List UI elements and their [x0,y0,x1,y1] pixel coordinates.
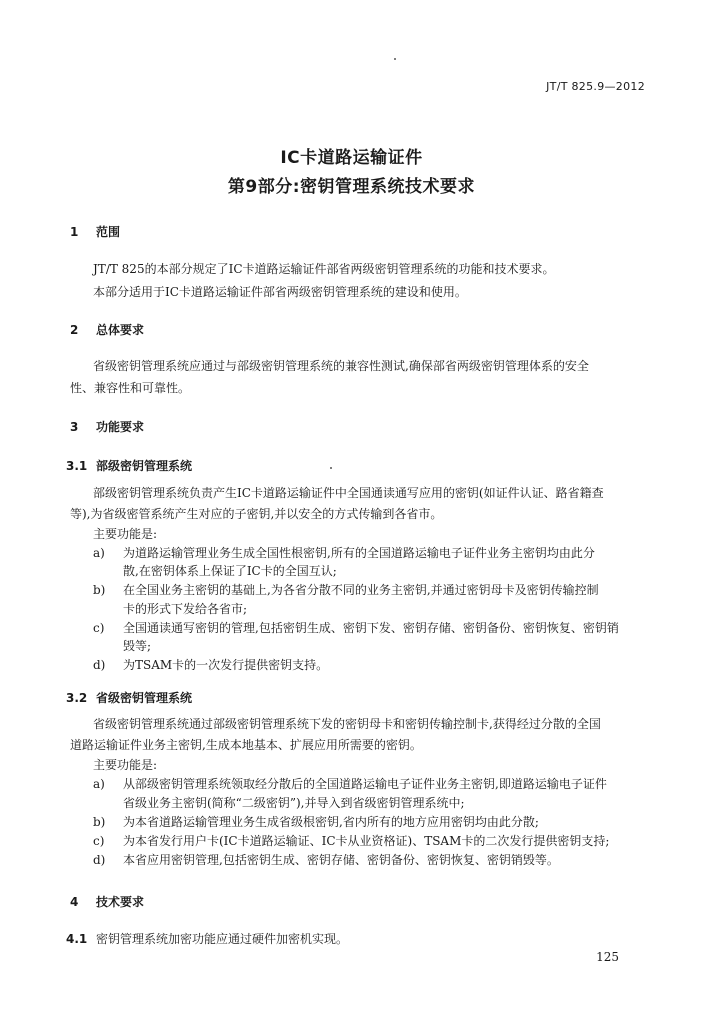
section-title: 功能要求 [96,420,145,434]
list-item-text: 全国通读通写密钥的管理,包括密钥生成、密钥下发、密钥存储、密钥备份、密钥恢复、密钥销 [123,621,619,635]
subsection-3-1-heading [66,457,192,474]
list-item-label: a) [93,546,105,560]
section-1-heading [70,223,120,240]
document-title: IC卡道路运输证件 [280,148,423,168]
list-item [93,545,595,561]
list-item-text: 为本省发行用户卡(IC卡道路运输证、IC卡从业资格证)、TSAM卡的二次发行提供密钥支持; [123,834,610,848]
subsection-title: 部级密钥管理系统 [96,459,193,473]
paragraph-line: 道路运输证件业务主密钥,生成本地基本、扩展应用所需要的密钥。 [70,738,422,752]
paragraph-line: 省级密钥管理系统通过部级密钥管理系统下发的密钥母卡和密钥传输控制卡,获得经过分散的全国 [93,717,601,731]
section-number: 4 [70,895,79,909]
subsection-number: 3.2 [66,691,88,705]
scan-speck [330,467,332,469]
section-number: 3 [70,420,79,434]
subsection-number: 3.1 [66,459,88,473]
list-item-label: c) [93,834,105,848]
list-item-continuation: 散,在密钥体系上保证了IC卡的全国互认; [123,564,337,578]
paragraph-line: 等),为省级密管系统产生对应的子密钥,并以安全的方式传输到各省市。 [70,507,443,521]
list-lead: 主要功能是: [93,758,158,772]
section-number: 1 [70,225,79,239]
section-number: 2 [70,323,79,337]
clause-text: 密钥管理系统加密功能应通过硬件加密机实现。 [96,932,349,946]
list-item-text: 在全国业务主密钥的基础上,为各省分散不同的业务主密钥,并通过密钥母卡及密钥传输控制 [123,583,599,597]
document-subtitle: 第9部分:密钥管理系统技术要求 [227,177,476,197]
list-item [93,620,619,636]
page-number: 125 [596,950,619,964]
section-title: 范围 [96,225,121,239]
list-item [93,814,539,830]
list-item-label: b) [93,815,106,829]
section-4-heading [70,893,144,910]
list-item-text: 从部级密钥管理系统领取经分散后的全国道路运输电子证件业务主密钥,即道路运输电子证件 [123,777,607,791]
list-item-label: b) [93,583,106,597]
list-item-text: 为道路运输管理业务生成全国性根密钥,所有的全国道路运输电子证件业务主密钥均由此分 [123,546,595,560]
list-item [93,657,328,673]
subsection-title: 省级密钥管理系统 [96,691,193,705]
list-item [93,852,559,868]
paragraph-line: 部级密钥管理系统负责产生IC卡道路运输证件中全国通读通写应用的密钥(如证件认证、路省籍查 [93,486,604,500]
list-lead: 主要功能是: [93,527,158,541]
list-item-label: d) [93,853,106,867]
scan-speck [394,58,396,60]
list-item-continuation: 省级业务主密钥(简称“二级密钥”),并导入到省级密钥管理系统中; [123,796,465,810]
list-item-label: a) [93,777,105,791]
paragraph-line: 性、兼容性和可靠性。 [70,381,191,395]
paragraph: 本部分适用于IC卡道路运输证件部省两级密钥管理系统的建设和使用。 [93,285,467,299]
standard-code: JT/T 825.9—2012 [546,80,645,93]
list-item [93,582,599,598]
list-item-label: d) [93,658,106,672]
clause-number: 4.1 [66,932,88,946]
list-item-continuation: 卡的形式下发给各省市; [123,602,248,616]
section-2-heading [70,321,144,338]
paragraph: JT/T 825的本部分规定了IC卡道路运输证件部省两级密钥管理系统的功能和技术要求。 [93,262,555,276]
section-3-heading [70,418,144,435]
clause-4-1 [66,931,348,947]
subsection-3-2-heading [66,689,192,706]
list-item-text: 为TSAM卡的一次发行提供密钥支持。 [123,658,329,672]
list-item [93,776,607,792]
list-item-text: 为本省道路运输管理业务生成省级根密钥,省内所有的地方应用密钥均由此分散; [123,815,539,829]
list-item [93,833,609,849]
list-item-continuation: 毁等; [123,639,152,653]
section-title: 技术要求 [96,895,145,909]
section-title: 总体要求 [96,323,145,337]
list-item-text: 本省应用密钥管理,包括密钥生成、密钥存储、密钥备份、密钥恢复、密钥销毁等。 [123,853,559,867]
paragraph-line: 省级密钥管理系统应通过与部级密钥管理系统的兼容性测试,确保部省两级密钥管理体系的安全 [93,359,589,373]
list-item-label: c) [93,621,105,635]
